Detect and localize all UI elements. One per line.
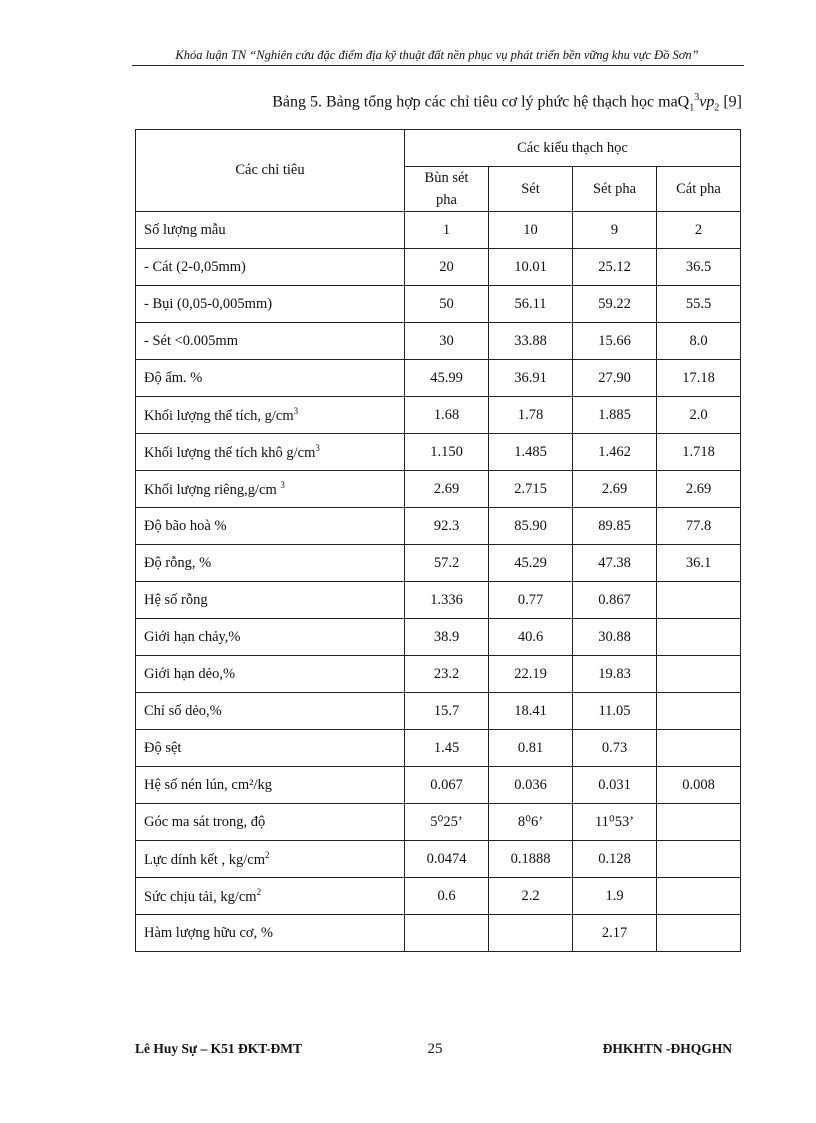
col-header-indicators: Các chỉ tiêu [136,130,405,212]
row-label [136,878,405,915]
value-cell [657,841,741,878]
table-row [136,767,741,804]
value-cell [405,915,489,952]
value-cell: 25.12 [573,249,657,286]
row-label [136,730,405,767]
row-label [136,656,405,693]
value-cell: 45.99 [405,360,489,397]
type-header: Sét [489,167,573,212]
row-label-text: Độ bão hoà % [144,517,227,534]
row-label [136,804,405,841]
row-label-text: Khối lượng thể tích khô g/cm [144,444,316,461]
caption-sup3: 3 [694,92,700,103]
value-cell: 57.2 [405,545,489,582]
table-row [136,212,741,249]
value-cell: 2.715 [489,471,573,508]
value-cell: 36.5 [657,249,741,286]
value-cell: 1.462 [573,434,657,471]
header-row-1 [136,130,741,167]
value-cell [657,619,741,656]
value-cell: 23.2 [405,656,489,693]
properties-table [135,129,741,952]
row-label-text: Góc ma sát trong, độ [144,813,266,830]
value-cell: 1.45 [405,730,489,767]
value-cell: 15.66 [573,323,657,360]
value-cell: 2.0 [657,397,741,434]
unit-exponent: 2 [265,849,270,860]
table-row [136,249,741,286]
row-label [136,693,405,730]
value-cell: 0.6 [405,878,489,915]
table-row [136,471,741,508]
value-cell: 33.88 [489,323,573,360]
value-cell: 1.9 [573,878,657,915]
value-cell: 9 [573,212,657,249]
value-cell: 11⁰53’ [573,804,657,841]
value-cell: 27.90 [573,360,657,397]
value-cell: 1.150 [405,434,489,471]
row-label [136,323,405,360]
table-row [136,582,741,619]
value-cell: 50 [405,286,489,323]
value-cell: 20 [405,249,489,286]
value-cell [657,878,741,915]
table-row [136,656,741,693]
value-cell: 1.885 [573,397,657,434]
caption-ref: [9] [719,93,742,111]
row-label [136,434,405,471]
value-cell: 85.90 [489,508,573,545]
row-label [136,286,405,323]
caption-main: Bảng 5. Bảng tổng hợp các chỉ tiêu cơ lý phức hệ thạch học maQ [272,93,690,111]
value-cell: 47.38 [573,545,657,582]
value-cell: 2.17 [573,915,657,952]
row-label-text: Sức chịu tải, kg/cm [144,888,257,905]
value-cell: 5⁰25’ [405,804,489,841]
value-cell [657,730,741,767]
table-row [136,545,741,582]
header-rule [132,65,744,66]
row-label [136,619,405,656]
table-row [136,693,741,730]
type-header: Bùn sét pha [405,167,489,212]
table-row [136,360,741,397]
value-cell: 8.0 [657,323,741,360]
row-label-text: Độ ẩm. % [144,369,203,386]
running-header: Khóa luận TN “Nghiên cứu đặc điểm địa kỹ thuật đất nền phục vụ phát triển bền vững khu vực Đồ Sơn” [175,48,699,62]
value-cell: 0.73 [573,730,657,767]
value-cell [657,656,741,693]
table-row [136,915,741,952]
row-label-text: Hệ số nén lún, cm²/kg [144,776,272,793]
value-cell: 18.41 [489,693,573,730]
table-row [136,804,741,841]
value-cell: 40.6 [489,619,573,656]
value-cell: 0.0474 [405,841,489,878]
value-cell: 0.036 [489,767,573,804]
table-row [136,508,741,545]
value-cell [657,915,741,952]
value-cell: 11.05 [573,693,657,730]
value-cell: 45.29 [489,545,573,582]
value-cell: 1 [405,212,489,249]
row-label-text: Độ rỗng, % [144,554,212,571]
value-cell: 1.485 [489,434,573,471]
value-cell: 1.68 [405,397,489,434]
value-cell: 89.85 [573,508,657,545]
value-cell: 0.031 [573,767,657,804]
row-label [136,249,405,286]
value-cell: 0.128 [573,841,657,878]
group-header-lithology: Các kiểu thạch học [405,130,741,167]
type-header: Cát pha [657,167,741,212]
unit-exponent: 3 [315,442,320,453]
row-label-text: Giới hạn dẻo,% [144,665,236,682]
table-row [136,397,741,434]
footer-author: Lê Huy Sự – K51 ĐKT-ĐMT [135,1041,302,1056]
row-label [136,841,405,878]
value-cell: 36.1 [657,545,741,582]
row-label-text: - Sét <0.005mm [144,332,238,349]
value-cell: 2.69 [405,471,489,508]
caption-sub2: 2 [714,102,720,114]
row-label-text: Khối lượng thể tích, g/cm [144,407,294,424]
value-cell: 55.5 [657,286,741,323]
value-cell: 36.91 [489,360,573,397]
footer-page-number: 25 [427,1041,443,1057]
value-cell: 30.88 [573,619,657,656]
value-cell: 15.7 [405,693,489,730]
value-cell: 2.69 [573,471,657,508]
value-cell: 1.718 [657,434,741,471]
row-label-text: Chỉ số dẻo,% [144,702,222,719]
row-label [136,360,405,397]
footer-institution: ĐHKHTN -ĐHQGHN [602,1041,732,1056]
value-cell: 92.3 [405,508,489,545]
row-label-text: Hệ số rỗng [144,591,208,608]
table-row [136,619,741,656]
type-header: Sét pha [573,167,657,212]
value-cell: 2.2 [489,878,573,915]
unit-exponent: 3 [280,479,285,490]
value-cell: 8⁰6’ [489,804,573,841]
row-label-text: Hàm lượng hữu cơ, % [144,924,273,941]
value-cell: 56.11 [489,286,573,323]
row-label [136,915,405,952]
value-cell: 38.9 [405,619,489,656]
value-cell [657,804,741,841]
value-cell: 0.008 [657,767,741,804]
row-label-text: - Cát (2-0,05mm) [144,258,246,275]
row-label [136,508,405,545]
value-cell: 59.22 [573,286,657,323]
value-cell: 2.69 [657,471,741,508]
table-caption [150,92,742,114]
unit-exponent: 2 [256,886,262,897]
row-label-text: Số lượng mẫu [144,221,226,238]
value-cell: 22.19 [489,656,573,693]
unit-exponent: 3 [293,405,299,416]
value-cell [489,915,573,952]
value-cell: 0.1888 [489,841,573,878]
table-row [136,878,741,915]
row-label [136,212,405,249]
value-cell: 19.83 [573,656,657,693]
table-row [136,286,741,323]
value-cell: 0.867 [573,582,657,619]
row-label [136,545,405,582]
value-cell: 1.78 [489,397,573,434]
caption-sub1: 1 [689,102,695,114]
row-label [136,397,405,434]
value-cell: 17.18 [657,360,741,397]
value-cell: 2 [657,212,741,249]
value-cell [657,693,741,730]
caption-vp: vp [699,93,715,111]
row-label [136,471,405,508]
value-cell: 10 [489,212,573,249]
table-row [136,434,741,471]
row-label-text: Lực dính kết , kg/cm [144,851,266,868]
row-label-text: Giới hạn chảy,% [144,628,241,645]
table-row [136,323,741,360]
value-cell [657,582,741,619]
row-label [136,582,405,619]
table-row [136,730,741,767]
table-row [136,841,741,878]
value-cell: 10.01 [489,249,573,286]
value-cell: 0.77 [489,582,573,619]
value-cell: 0.067 [405,767,489,804]
row-label-text: Độ sệt [144,739,182,756]
row-label-text: - Bụi (0,05-0,005mm) [144,295,273,312]
row-label-text: Khối lượng riêng,g/cm [144,481,281,498]
row-label [136,767,405,804]
value-cell: 0.81 [489,730,573,767]
value-cell: 77.8 [657,508,741,545]
value-cell: 30 [405,323,489,360]
value-cell: 1.336 [405,582,489,619]
